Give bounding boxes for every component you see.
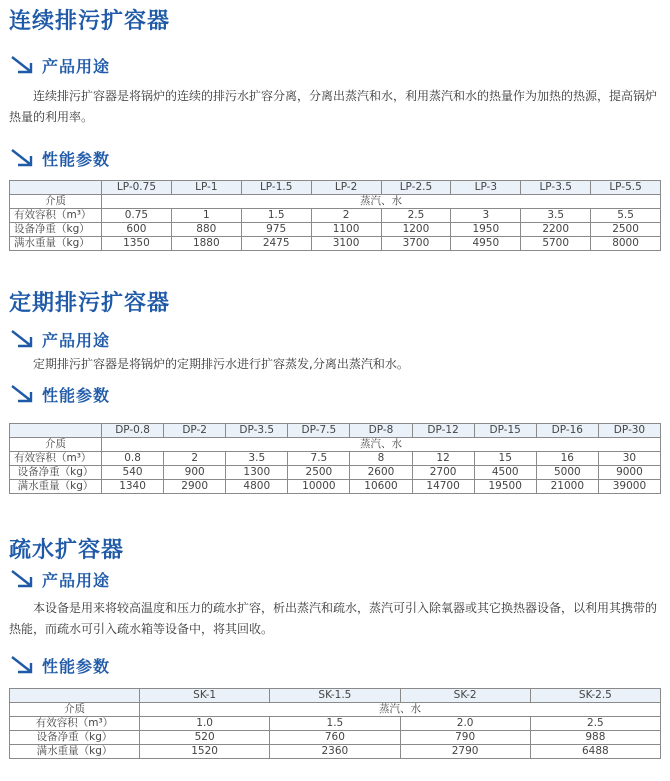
row-label: 介质 [10, 703, 140, 717]
model-cell: LP-0.75 [102, 181, 172, 195]
table-row [10, 438, 661, 452]
model-cell: LP-3.5 [521, 181, 591, 195]
row-label: 介质 [10, 195, 102, 209]
table-cell [10, 181, 102, 195]
table-cell: 8 [350, 452, 412, 466]
model-cell: DP-7.5 [288, 424, 350, 438]
table-cell: 3700 [381, 237, 451, 251]
model-cell: LP-2 [311, 181, 381, 195]
section1-params-heading [10, 147, 110, 169]
table-cell: 0.8 [102, 452, 164, 466]
usage-heading-label: 产品用途 [42, 570, 111, 590]
row-label: 设备净重（kg） [10, 731, 140, 745]
table-row [10, 689, 661, 703]
table-cell: 3 [451, 209, 521, 223]
table-cell: 1.0 [140, 717, 270, 731]
section3-usage-text: 本设备是用来将较高温度和压力的疏水扩容，析出蒸汽和疏水，蒸汽可引入除氧器或其它换热器设备，以利用其携带的热能，而疏水可引入疏水箱等设备中，将其回收。 [9, 601, 658, 636]
section3-title: 疏水扩容器 [9, 538, 125, 563]
table-row [10, 480, 661, 494]
section2-params-heading [10, 383, 110, 405]
table-cell: 7.5 [288, 452, 350, 466]
table-row [10, 237, 661, 251]
table-cell: 900 [164, 466, 226, 480]
model-cell: SK-1 [140, 689, 270, 703]
table-cell: 520 [140, 731, 270, 745]
row-label: 有效容积（m³） [10, 209, 102, 223]
table-cell: 4500 [474, 466, 536, 480]
model-cell: SK-2 [400, 689, 530, 703]
table-cell: 2500 [288, 466, 350, 480]
table-cell: 540 [102, 466, 164, 480]
model-cell: DP-0.8 [102, 424, 164, 438]
model-cell: DP-16 [536, 424, 598, 438]
table-cell [10, 424, 102, 438]
table-row [10, 452, 661, 466]
params-heading-label: 性能参数 [42, 656, 111, 676]
table-row [10, 731, 661, 745]
model-cell: DP-12 [412, 424, 474, 438]
arrow-icon [10, 384, 34, 404]
table-cell: 790 [400, 731, 530, 745]
table-row [10, 717, 661, 731]
table-cell: 2 [311, 209, 381, 223]
table-cell: 14700 [412, 480, 474, 494]
table-cell: 1.5 [241, 209, 311, 223]
row-label: 设备净重（kg） [10, 223, 102, 237]
section3-params-heading [10, 654, 110, 676]
arrow-icon [10, 148, 34, 168]
table-cell: 2360 [270, 745, 400, 759]
table-cell: 2600 [350, 466, 412, 480]
table-cell: 5000 [536, 466, 598, 480]
section2-usage-heading [10, 328, 110, 350]
table-cell: 5700 [521, 237, 591, 251]
table-cell: 8000 [591, 237, 661, 251]
table-cell: 10000 [288, 480, 350, 494]
table-row [10, 424, 661, 438]
model-cell: DP-3.5 [226, 424, 288, 438]
table-cell: 1.5 [270, 717, 400, 731]
section2-usage-text: 定期排污扩容器是将锅炉的定期排污水进行扩容蒸发,分离出蒸汽和水。 [33, 357, 409, 371]
table-cell: 1200 [381, 223, 451, 237]
row-label: 满水重量（kg） [10, 745, 140, 759]
table-cell: 2475 [241, 237, 311, 251]
table-cell: 1880 [171, 237, 241, 251]
row-label: 设备净重（kg） [10, 466, 102, 480]
usage-heading-label: 产品用途 [42, 330, 111, 350]
row-label: 介质 [10, 438, 102, 452]
table-row [10, 745, 661, 759]
table-cell: 2790 [400, 745, 530, 759]
params-heading-label: 性能参数 [42, 385, 111, 405]
table-row [10, 223, 661, 237]
section1-title: 连续排污扩容器 [9, 9, 171, 34]
usage-heading-label: 产品用途 [42, 56, 111, 76]
section3-usage-heading [10, 568, 110, 590]
table-cell: 5.5 [591, 209, 661, 223]
table-row [10, 466, 661, 480]
model-cell: LP-1.5 [241, 181, 311, 195]
model-cell: LP-3 [451, 181, 521, 195]
table-cell: 0.75 [102, 209, 172, 223]
table-cell: 39000 [598, 480, 660, 494]
table-cell: 1300 [226, 466, 288, 480]
table-cell: 1350 [102, 237, 172, 251]
table-cell: 880 [171, 223, 241, 237]
table-cell: 988 [530, 731, 660, 745]
table-cell: 16 [536, 452, 598, 466]
table-cell: 2200 [521, 223, 591, 237]
medium-value: 蒸汽、水 [140, 703, 661, 717]
section2-title: 定期排污扩容器 [9, 291, 171, 316]
row-label: 有效容积（m³） [10, 717, 140, 731]
table-cell: 1950 [451, 223, 521, 237]
table-cell: 21000 [536, 480, 598, 494]
model-cell: DP-15 [474, 424, 536, 438]
model-cell: LP-5.5 [591, 181, 661, 195]
model-cell: DP-30 [598, 424, 660, 438]
table-cell: 19500 [474, 480, 536, 494]
table-cell: 1340 [102, 480, 164, 494]
table-cell: 4800 [226, 480, 288, 494]
table-cell: 760 [270, 731, 400, 745]
section1-spec-table [9, 180, 661, 251]
arrow-icon [10, 655, 34, 675]
table-cell: 3.5 [521, 209, 591, 223]
model-cell: SK-2.5 [530, 689, 660, 703]
table-cell: 3100 [311, 237, 381, 251]
table-cell: 1 [171, 209, 241, 223]
table-row [10, 181, 661, 195]
model-cell: SK-1.5 [270, 689, 400, 703]
row-label: 满水重量（kg） [10, 480, 102, 494]
table-cell: 9000 [598, 466, 660, 480]
section1-usage-text: 连续排污扩容器是将锅炉的连续的排污水扩容分离，分离出蒸汽和水，利用蒸汽和水的热量作为加热的热源，提高锅炉热量的利用率。 [9, 89, 658, 124]
medium-value: 蒸汽、水 [102, 438, 661, 452]
table-cell: 30 [598, 452, 660, 466]
table-cell: 6488 [530, 745, 660, 759]
table-cell: 2.5 [530, 717, 660, 731]
table-cell: 1520 [140, 745, 270, 759]
table-cell: 3.5 [226, 452, 288, 466]
section1-usage-heading [10, 54, 110, 76]
table-cell: 15 [474, 452, 536, 466]
table-row [10, 703, 661, 717]
table-cell: 975 [241, 223, 311, 237]
arrow-icon [10, 569, 34, 589]
medium-value: 蒸汽、水 [102, 195, 661, 209]
table-cell: 2.0 [400, 717, 530, 731]
table-cell: 1100 [311, 223, 381, 237]
row-label: 有效容积（m³） [10, 452, 102, 466]
model-cell: LP-1 [171, 181, 241, 195]
table-row [10, 195, 661, 209]
table-cell: 2 [164, 452, 226, 466]
model-cell: DP-2 [164, 424, 226, 438]
table-cell: 12 [412, 452, 474, 466]
params-heading-label: 性能参数 [42, 149, 111, 169]
arrow-icon [10, 329, 34, 349]
table-cell: 600 [102, 223, 172, 237]
table-cell [10, 689, 140, 703]
table-cell: 2.5 [381, 209, 451, 223]
section2-spec-table [9, 423, 661, 494]
table-cell: 2700 [412, 466, 474, 480]
model-cell: LP-2.5 [381, 181, 451, 195]
table-cell: 2500 [591, 223, 661, 237]
table-cell: 4950 [451, 237, 521, 251]
table-cell: 10600 [350, 480, 412, 494]
table-row [10, 209, 661, 223]
table-cell: 2900 [164, 480, 226, 494]
arrow-icon [10, 55, 34, 75]
row-label: 满水重量（kg） [10, 237, 102, 251]
section3-spec-table [9, 688, 661, 759]
model-cell: DP-8 [350, 424, 412, 438]
